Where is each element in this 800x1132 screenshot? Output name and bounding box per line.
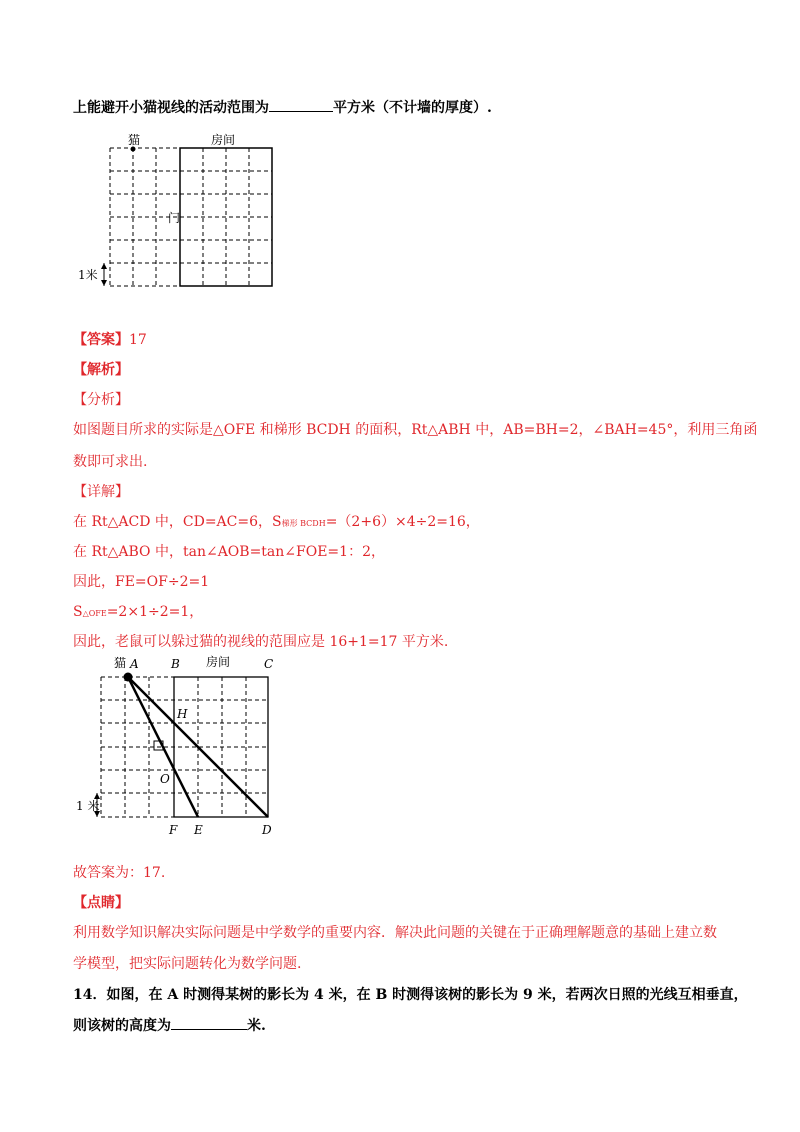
fenxi-line-2: 数即可求出. [73,454,148,470]
fenxi-line-1: 如图题目所求的实际是△OFE 和梯形 BCDH 的面积，Rt△ABH 中，AB=BH=2，∠BAH=45°，利用三角函 [73,422,758,438]
detail-line-4 [73,601,203,621]
detail-line-1-sub: 梯形 BCDH [281,519,326,528]
comment-line-1: 利用数学知识解决实际问题是中学数学的重要内容．解决此问题的关键在于正确理解题意的基础上建立数 [73,925,717,941]
detail-line-4-b: =2×1÷2=1， [106,604,204,620]
fig2-cat-label: 猫 [114,656,127,670]
answer-line [73,329,147,349]
answer-blank [269,99,333,112]
fenxi-tag: 【分析】 [73,392,129,408]
comment-tag: 【点睛】 [73,895,129,911]
figure-room-grid [76,128,286,293]
fig1-cat-label: 猫 [128,133,141,147]
fig2-point-D: D [262,823,272,837]
fig2-point-F: F [169,823,178,837]
q14-text-after: 米. [247,1018,266,1034]
q13-text-after: 平方米（不计墙的厚度）. [333,100,492,116]
fig2-room-label: 房间 [206,655,231,669]
q13-text-before: 上能避开小猫视线的活动范围为 [73,100,269,116]
figure-sightline-diagram [76,652,296,842]
answer-tag: 【答案】 [73,332,129,348]
fig2-scale-label: 1 米 [76,799,100,813]
question-14-line-1: 14．如图，在 A 时测得某树的影长为 4 米，在 B 时测得该树的影长为 9 米，若两次日照的光线互相垂直， [73,987,748,1003]
detail-line-1-a: 在 Rt△ACD 中，CD=AC=6，S [73,514,282,530]
q14-text-before: 则该树的高度为 [73,1018,171,1034]
detail-line-1-b: =（2+6）×4÷2=16， [325,514,480,530]
fig2-point-E: E [194,823,203,837]
comment-line-2: 学模型，把实际问题转化为数学问题. [73,956,302,972]
detail-line-1 [73,511,480,531]
fig2-point-O: O [160,772,170,786]
fig1-door-label: 门 [168,211,181,225]
detail-line-4-sub: △OFE [82,609,107,618]
detail-line-4-a: S [73,604,83,620]
detail-line-5: 因此，老鼠可以躲过猫的视线的范围应是 16+1=17 平方米. [73,634,449,650]
fig1-room-label: 房间 [211,133,236,147]
question-14-line-2 [73,1015,266,1035]
detail-line-3: 因此，FE=OF÷2=1 [73,574,210,590]
detail-line-2: 在 Rt△ABO 中，tan∠AOB=tan∠FOE=1：2， [73,544,385,560]
fig2-point-A: A [130,657,139,671]
fig2-point-H: H [177,707,188,721]
detail-tag: 【详解】 [73,484,129,500]
conclusion-line: 故答案为：17. [73,865,166,881]
fig2-point-B: B [171,657,180,671]
q14-answer-blank [171,1017,247,1030]
analysis-tag: 【解析】 [73,362,129,378]
fig1-scale-label: 1米 [78,268,98,282]
fig2-point-C: C [264,657,274,671]
answer-value: 17 [129,332,147,348]
question-13-tail [73,97,492,117]
